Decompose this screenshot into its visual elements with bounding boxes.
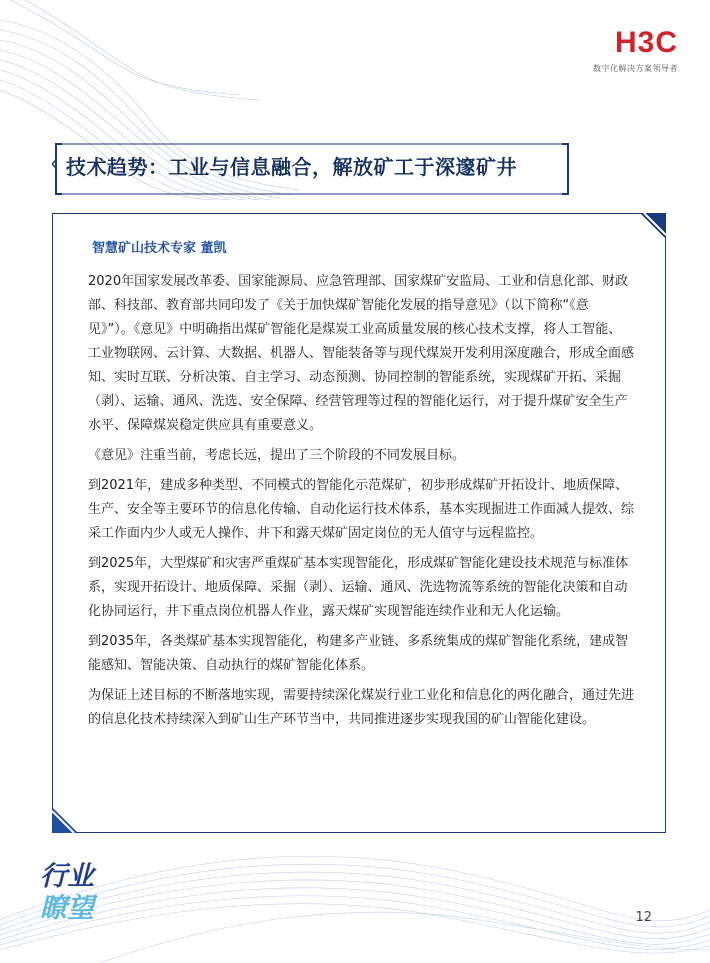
logo-mark: H3C bbox=[614, 26, 678, 59]
page-number: 12 bbox=[635, 910, 652, 925]
h3c-logo bbox=[593, 28, 678, 74]
paragraph: 《意见》注重当前，考虑长远，提出了三个阶段的不同发展目标。 bbox=[88, 448, 466, 463]
paragraph: 到2025年，大型煤矿和灾害严重煤矿基本实现智能化，形成煤矿智能化建设技术规范与标准体系，实现开拓设计、地质保障、采掘（剥）、运输、通风、洗选物流等系统的智能化决策和自动化协同运行，井下重点岗位机器人作业，露天煤矿实现智能连续作业和无人化运输。 bbox=[88, 556, 629, 619]
brand-line-2: 瞭望 bbox=[40, 893, 94, 924]
corner-decoration-bottom-left bbox=[52, 807, 78, 833]
paragraph: 到2021年，建成多种类型、不同模式的智能化示范煤矿，初步形成煤矿开拓设计、地质保障、生产、安全等主要环节的信息化传输、自动化运行技术体系，基本实现掘进工作面减人提效、综采工作面内少人或无人操作、井下和露天煤矿固定岗位的无人值守与远程监控。 bbox=[88, 478, 635, 541]
paragraph: 为保证上述目标的不断落地实现，需要持续深化煤炭行业工业化和信息化的两化融合，通过先进的信息化技术持续深入到矿山生产环节当中，共同推进逐步实现我国的矿山智能化建设。 bbox=[88, 688, 635, 727]
brand-mark bbox=[40, 862, 130, 932]
logo-tagline: 数字化解决方案领导者 bbox=[593, 64, 678, 73]
paragraph: 到2035年，各类煤矿基本实现智能化，构建多产业链、多系统集成的煤矿智能化系统，建成智能感知、智能决策、自动执行的煤矿智能化体系。 bbox=[88, 634, 629, 673]
corner-decoration-top-right bbox=[640, 213, 666, 239]
author-byline: 智慧矿山技术专家 董凯 bbox=[92, 241, 227, 256]
page-title: 技术趋势：工业与信息融合，解放矿工于深邃矿井 bbox=[66, 155, 517, 179]
brand-line-1: 行业 bbox=[40, 861, 94, 892]
paragraph: 2020年国家发展改革委、国家能源局、应急管理部、国家煤矿安监局、工业和信息化部、财政部、科技部、教育部共同印发了《关于加快煤矿智能化发展的指导意见》（以下简称“《意见》”）。《意见》中明确指出煤矿智能化是煤炭工业高质量发展的核心技术支撑，将人工智能、工业物联网、云计算、大数据、机器人、智能装备等与现代煤炭开发利用深度融合，形成全面感知、实时互联、分析决策、自主学习、动态预测、协同控制的智能系统，实现煤矿开拓、采掘（剥）、运输、通风、洗选、安全保障、经营管理等过程的智能化运行，对于提升煤矿安全生产水平、保障煤炭稳定供应具有重要意义。 bbox=[88, 274, 635, 433]
article-body bbox=[88, 270, 634, 738]
